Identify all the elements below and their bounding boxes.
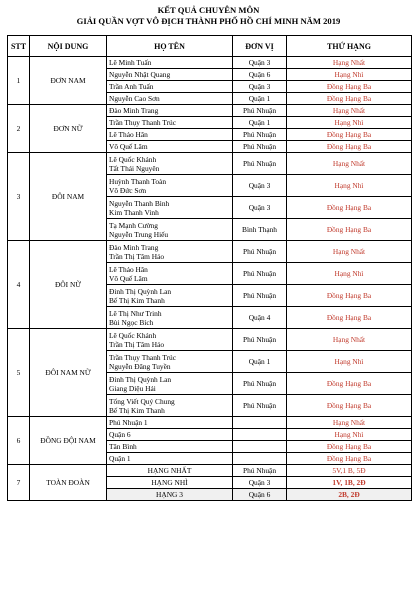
cell-thuhang: Đồng Hạng Ba bbox=[287, 453, 412, 465]
cell-hoten bbox=[107, 105, 233, 117]
player-name: Lê Minh Tuấn bbox=[109, 58, 152, 67]
cell-donvi: Bình Thạnh bbox=[233, 219, 287, 241]
player-name: Võ Đức Sơn bbox=[109, 185, 147, 195]
cell-stt: 4 bbox=[8, 241, 30, 329]
player-name: Tạ Mạnh Cường bbox=[109, 220, 158, 230]
cell-hoten bbox=[107, 285, 233, 307]
cell-noidung: ĐƠN NAM bbox=[30, 57, 107, 105]
cell-donvi: Phú Nhuận bbox=[233, 465, 287, 477]
cell-thuhang: Hạng Nhất bbox=[287, 105, 412, 117]
player-name: Giang Diệu Hải bbox=[109, 383, 156, 393]
cell-thuhang: Đồng Hạng Ba bbox=[287, 141, 412, 153]
cell-thuhang: Đồng Hạng Ba bbox=[287, 441, 412, 453]
cell-hoten bbox=[107, 453, 233, 465]
table-row bbox=[8, 153, 412, 175]
player-name: Lê Quốc Khánh bbox=[109, 330, 157, 340]
cell-donvi bbox=[233, 429, 287, 441]
player-name: Nguyễn Đăng Tuyền bbox=[109, 361, 171, 371]
cell-donvi: Phú Nhuận bbox=[233, 129, 287, 141]
cell-thuhang: Đồng Hạng Ba bbox=[287, 129, 412, 141]
cell-hoten bbox=[107, 93, 233, 105]
player-name: Nguyễn Thanh Bình bbox=[109, 198, 170, 208]
cell-thuhang: Đồng Hạng Ba bbox=[287, 307, 412, 329]
player-name: Đinh Thị Quỳnh Lan bbox=[109, 286, 172, 296]
player-name: Đinh Thị Quỳnh Lan bbox=[109, 374, 172, 384]
cell-donvi bbox=[233, 417, 287, 429]
cell-hoten bbox=[107, 429, 233, 441]
cell-thuhang: 1V, 1B, 2Đ bbox=[287, 477, 412, 489]
cell-donvi bbox=[233, 453, 287, 465]
cell-hoten bbox=[107, 69, 233, 81]
header-noidung: NỘI DUNG bbox=[30, 36, 107, 57]
cell-noidung: TOÀN ĐOÀN bbox=[30, 465, 107, 501]
player-name: Lê Thị Như Trinh bbox=[109, 308, 162, 318]
cell-stt: 1 bbox=[8, 57, 30, 105]
cell-thuhang: Đồng Hạng Ba bbox=[287, 197, 412, 219]
player-name: Trần Anh Tuấn bbox=[109, 82, 154, 91]
title-line-2: GIẢI QUẦN VỢT VÔ ĐỊCH THÀNH PHỐ HỒ CHÍ MINH NĂM 2019 bbox=[76, 16, 341, 26]
cell-hoten bbox=[107, 465, 233, 477]
player-name: Trần Thị Tâm Hảo bbox=[109, 339, 165, 349]
cell-donvi bbox=[233, 441, 287, 453]
cell-thuhang: Hạng Nhì bbox=[287, 117, 412, 129]
player-name: Quận 1 bbox=[109, 454, 131, 463]
cell-stt: 3 bbox=[8, 153, 30, 241]
player-name: Trần Thị Tâm Hảo bbox=[109, 251, 165, 261]
header-thuhang: THỨ HẠNG bbox=[287, 36, 412, 57]
cell-stt: 2 bbox=[8, 105, 30, 153]
table-row bbox=[8, 241, 412, 263]
cell-thuhang: Hạng Nhì bbox=[287, 175, 412, 197]
cell-donvi: Quận 1 bbox=[233, 351, 287, 373]
cell-thuhang: Hạng Nhì bbox=[287, 351, 412, 373]
player-name: Kim Thanh Vinh bbox=[109, 207, 159, 217]
cell-donvi: Phú Nhuận bbox=[233, 153, 287, 175]
cell-thuhang: Hạng Nhất bbox=[287, 417, 412, 429]
player-name: Nguyễn Nhật Quang bbox=[109, 70, 171, 79]
table-row bbox=[8, 57, 412, 69]
cell-thuhang: Đồng Hạng Ba bbox=[287, 219, 412, 241]
cell-thuhang: Hạng Nhất bbox=[287, 57, 412, 69]
cell-hoten bbox=[107, 57, 233, 69]
cell-hoten bbox=[107, 197, 233, 219]
cell-hoten bbox=[107, 351, 233, 373]
player-name: Bế Thị Kim Thanh bbox=[109, 295, 165, 305]
player-name: Tân Bình bbox=[109, 442, 137, 451]
cell-donvi: Phú Nhuận bbox=[233, 285, 287, 307]
cell-donvi: Quận 6 bbox=[233, 69, 287, 81]
title-line-1: KẾT QUẢ CHUYÊN MÔN bbox=[157, 5, 260, 15]
cell-donvi: Quận 1 bbox=[233, 117, 287, 129]
cell-hoten bbox=[107, 81, 233, 93]
cell-hoten bbox=[107, 219, 233, 241]
cell-donvi: Phú Nhuận bbox=[233, 141, 287, 153]
cell-thuhang: Đồng Hạng Ba bbox=[287, 285, 412, 307]
player-name: Trần Thụy Thanh Trúc bbox=[109, 352, 177, 362]
player-name: Lê Thảo Hân bbox=[109, 130, 148, 139]
cell-hoten bbox=[107, 395, 233, 417]
cell-hoten bbox=[107, 441, 233, 453]
cell-thuhang: 2B, 2Đ bbox=[287, 489, 412, 501]
cell-donvi: Quận 3 bbox=[233, 477, 287, 489]
cell-thuhang: 5V,1 B, 5Đ bbox=[287, 465, 412, 477]
table-row bbox=[8, 417, 412, 429]
cell-donvi: Quận 4 bbox=[233, 307, 287, 329]
results-body bbox=[8, 57, 412, 501]
player-name: Tống Viết Quý Chung bbox=[109, 396, 175, 406]
cell-hoten bbox=[107, 241, 233, 263]
cell-thuhang: Đồng Hạng Ba bbox=[287, 81, 412, 93]
cell-noidung: ĐÔI NAM bbox=[30, 153, 107, 241]
cell-noidung: ĐƠN NỮ bbox=[30, 105, 107, 153]
cell-hoten bbox=[107, 477, 233, 489]
player-name: Nguyễn Cao Sơn bbox=[109, 94, 160, 103]
cell-noidung: ĐÔI NỮ bbox=[30, 241, 107, 329]
cell-donvi: Quận 3 bbox=[233, 57, 287, 69]
table-row bbox=[8, 465, 412, 477]
cell-hoten bbox=[107, 373, 233, 395]
cell-donvi: Phú Nhuận bbox=[233, 241, 287, 263]
player-name: HẠNG NHẤT bbox=[147, 466, 192, 475]
cell-donvi: Quận 3 bbox=[233, 175, 287, 197]
table-row bbox=[8, 329, 412, 351]
cell-thuhang: Đồng Hạng Ba bbox=[287, 93, 412, 105]
table-row bbox=[8, 105, 412, 117]
cell-hoten bbox=[107, 153, 233, 175]
cell-hoten bbox=[107, 141, 233, 153]
player-name: Võ Quế Lâm bbox=[109, 142, 148, 151]
player-name: Đào Minh Trang bbox=[109, 106, 159, 115]
header-stt: STT bbox=[8, 36, 30, 57]
cell-hoten bbox=[107, 307, 233, 329]
cell-donvi: Quận 6 bbox=[233, 489, 287, 501]
cell-hoten bbox=[107, 175, 233, 197]
cell-hoten bbox=[107, 417, 233, 429]
cell-thuhang: Hạng Nhì bbox=[287, 263, 412, 285]
cell-donvi: Quận 3 bbox=[233, 197, 287, 219]
cell-donvi: Quận 3 bbox=[233, 81, 287, 93]
player-name: Lê Quốc Khánh bbox=[109, 154, 157, 164]
cell-noidung: ĐỒNG ĐỘI NAM bbox=[30, 417, 107, 465]
player-name: Võ Quế Lâm bbox=[109, 273, 148, 283]
cell-donvi: Phú Nhuận bbox=[233, 105, 287, 117]
cell-thuhang: Hạng Nhất bbox=[287, 241, 412, 263]
player-name: Phú Nhuận 1 bbox=[109, 418, 148, 427]
player-name: HẠNG NHÌ bbox=[151, 478, 188, 487]
cell-thuhang: Hạng Nhì bbox=[287, 429, 412, 441]
player-name: Huỳnh Thanh Toàn bbox=[109, 176, 167, 186]
cell-hoten bbox=[107, 489, 233, 501]
header-row bbox=[8, 36, 412, 57]
cell-hoten bbox=[107, 117, 233, 129]
cell-donvi: Phú Nhuận bbox=[233, 329, 287, 351]
header-hoten: HỌ TÊN bbox=[107, 36, 233, 57]
cell-stt: 7 bbox=[8, 465, 30, 501]
player-name: Quận 6 bbox=[109, 430, 131, 439]
cell-thuhang: Hạng Nhất bbox=[287, 329, 412, 351]
player-name: Nguyễn Trung Hiếu bbox=[109, 229, 169, 239]
player-name: Lê Thảo Hân bbox=[109, 264, 148, 274]
player-name: HẠNG 3 bbox=[156, 490, 183, 499]
cell-stt: 5 bbox=[8, 329, 30, 417]
player-name: Bế Thị Kim Thanh bbox=[109, 405, 165, 415]
cell-donvi: Phú Nhuận bbox=[233, 263, 287, 285]
cell-stt: 6 bbox=[8, 417, 30, 465]
cell-hoten bbox=[107, 263, 233, 285]
cell-donvi: Quận 1 bbox=[233, 93, 287, 105]
header-donvi: ĐƠN VỊ bbox=[233, 36, 287, 57]
player-name: Trần Thụy Thanh Trúc bbox=[109, 118, 177, 127]
cell-thuhang: Đồng Hạng Ba bbox=[287, 373, 412, 395]
cell-thuhang: Hạng Nhì bbox=[287, 69, 412, 81]
player-name: Bùi Ngọc Bích bbox=[109, 317, 154, 327]
cell-donvi: Phú Nhuận bbox=[233, 395, 287, 417]
cell-noidung: ĐÔI NAM NỮ bbox=[30, 329, 107, 417]
player-name: Đào Minh Trang bbox=[109, 242, 159, 252]
cell-thuhang: Đồng Hạng Ba bbox=[287, 395, 412, 417]
cell-thuhang: Hạng Nhất bbox=[287, 153, 412, 175]
cell-hoten bbox=[107, 329, 233, 351]
player-name: Tất Thái Nguyên bbox=[109, 163, 160, 173]
cell-donvi: Phú Nhuận bbox=[233, 373, 287, 395]
cell-hoten bbox=[107, 129, 233, 141]
results-table bbox=[7, 35, 412, 501]
